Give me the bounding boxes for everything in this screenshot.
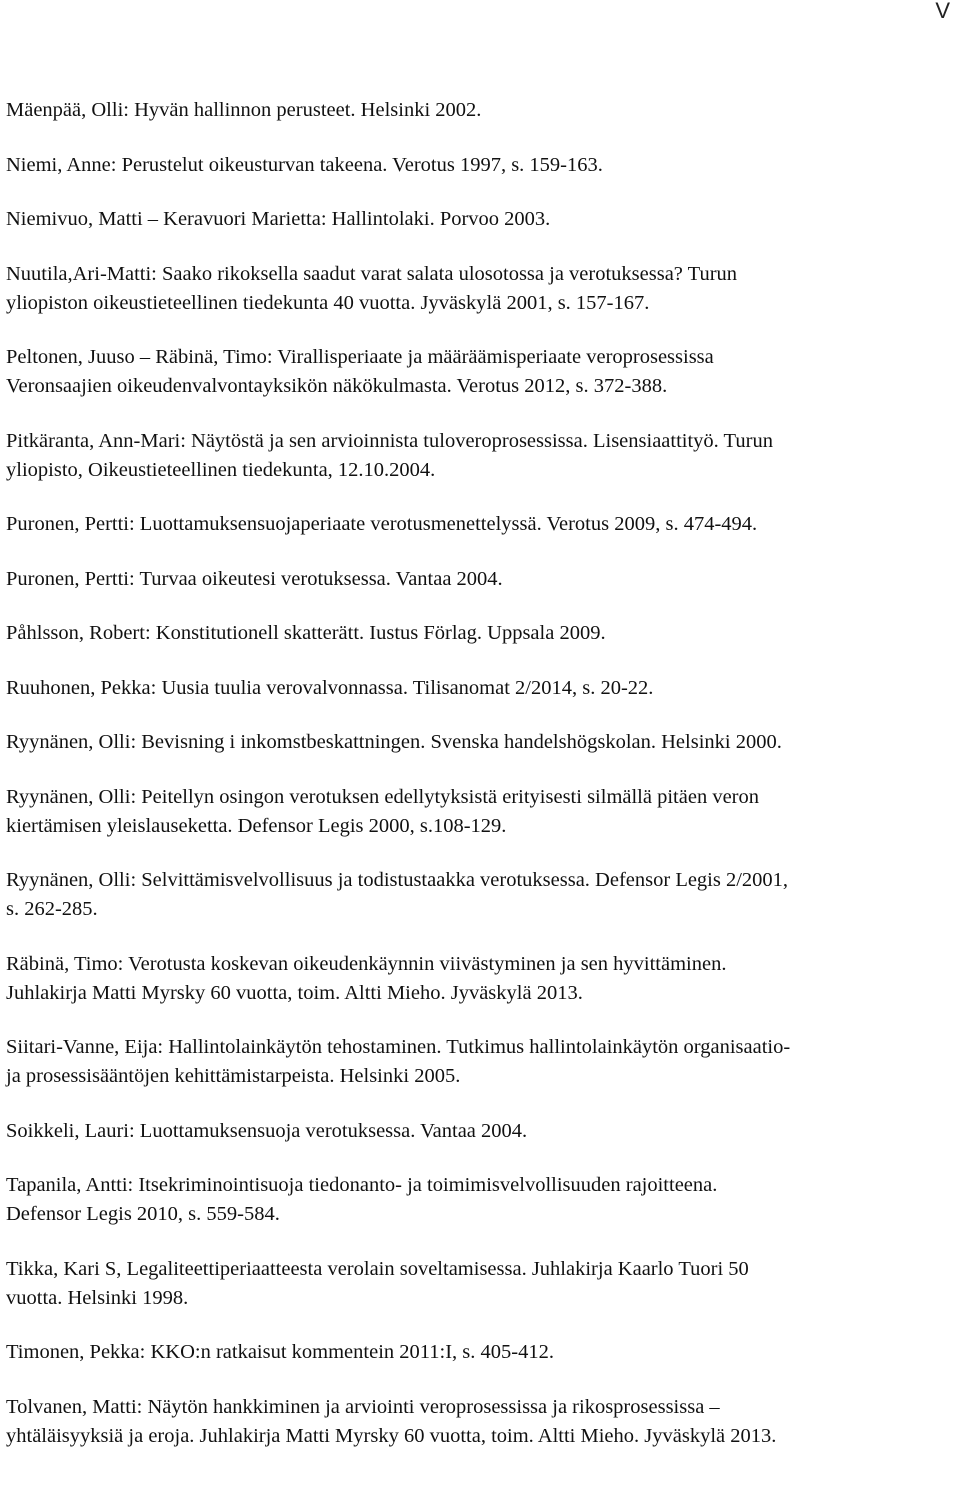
reference-entry: Siitari-Vanne, Eija: Hallintolainkäytön tehostaminen. Tutkimus hallintolainkäytön organisaatio- ja prosessisääntöjen kehittämistarpeista. Helsinki 2005. xyxy=(6,1036,791,1087)
reference-entry: Pitkäranta, Ann-Mari: Näytöstä ja sen arvioinnista tuloveroprosessissa. Lisensiaattityö. Turun yliopisto, Oikeustieteellinen tiedekunta, 12.10.2004. xyxy=(6,429,773,481)
reference-entry: Soikkeli, Lauri: Luottamuksensuoja verotuksessa. Vantaa 2004. xyxy=(6,1119,528,1142)
reference-list xyxy=(6,96,946,1476)
reference-entry: Påhlsson, Robert: Konstitutionell skatterätt. Iustus Förlag. Uppsala 2009. xyxy=(6,622,606,644)
page-number: V xyxy=(935,0,950,23)
reference-entry: Ryynänen, Olli: Bevisning i inkomstbeskattningen. Svenska handelshögskolan. Helsinki 2000. xyxy=(6,731,782,753)
reference-entry: Ruuhonen, Pekka: Uusia tuulia verovalvonnassa. Tilisanomat 2/2014, s. 20-22. xyxy=(6,676,654,699)
reference-entry: Niemi, Anne: Perustelut oikeusturvan takeena. Verotus 1997, s. 159-163. xyxy=(6,153,603,176)
reference-entry: Tolvanen, Matti: Näytön hankkiminen ja arviointi veroprosessissa ja rikosprosessissa – yhtäläisyyksiä ja eroja. Juhlakirja Matti Myrsky 60 vuotta, toim. Altti Mieho. Jyväskylä 2013. xyxy=(6,1395,777,1447)
reference-entry: Puronen, Pertti: Turvaa oikeutesi verotuksessa. Vantaa 2004. xyxy=(6,567,503,590)
reference-entry: Ryynänen, Olli: Selvittämisvelvollisuus ja todistustaakka verotuksessa. Defensor Legis 2/2001, s. 262-285. xyxy=(6,869,789,920)
reference-entry: Nuutila,Ari-Matti: Saako rikoksella saadut varat salata ulosotossa ja verotuksessa? Turun yliopiston oikeustieteellinen tiedekunta 40 vuotta. Jyväskylä 2001, s. 157-167. xyxy=(6,262,738,314)
reference-entry: Tapanila, Antti: Itsekriminointisuoja tiedonanto- ja toimimisvelvollisuuden rajoitteena. Defensor Legis 2010, s. 559-584. xyxy=(6,1174,718,1225)
reference-entry: Timonen, Pekka: KKO:n ratkaisut kommentein 2011:I, s. 405-412. xyxy=(6,1341,554,1363)
reference-entry: Niemivuo, Matti – Keravuori Marietta: Hallintolaki. Porvoo 2003. xyxy=(6,208,551,230)
reference-entry: Peltonen, Juuso – Räbinä, Timo: Virallisperiaate ja määräämisperiaate veroprosessissa Veronsaajien oikeudenvalvontayksikön näkökulmasta. Verotus 2012, s. 372-388. xyxy=(6,346,714,397)
reference-entry: Ryynänen, Olli: Peitellyn osingon verotuksen edellytyksistä erityisesti silmällä pitäen veron kiertämisen yleislauseketta. Defensor Legis 2000, s.108-129. xyxy=(6,785,759,837)
reference-entry: Puronen, Pertti: Luottamuksensuojaperiaate verotusmenettelyssä. Verotus 2009, s. 474-494. xyxy=(6,513,758,535)
reference-entry: Räbinä, Timo: Verotusta koskevan oikeudenkäynnin viivästyminen ja sen hyvittäminen. Juhlakirja Matti Myrsky 60 vuotta, toim. Altti Mieho. Jyväskylä 2013. xyxy=(6,952,727,1004)
reference-entry: Tikka, Kari S, Legaliteettiperiaatteesta verolain soveltamisessa. Juhlakirja Kaarlo Tuori 50 vuotta. Helsinki 1998. xyxy=(6,1257,749,1309)
reference-entry: Mäenpää, Olli: Hyvän hallinnon perusteet. Helsinki 2002. xyxy=(6,99,482,121)
